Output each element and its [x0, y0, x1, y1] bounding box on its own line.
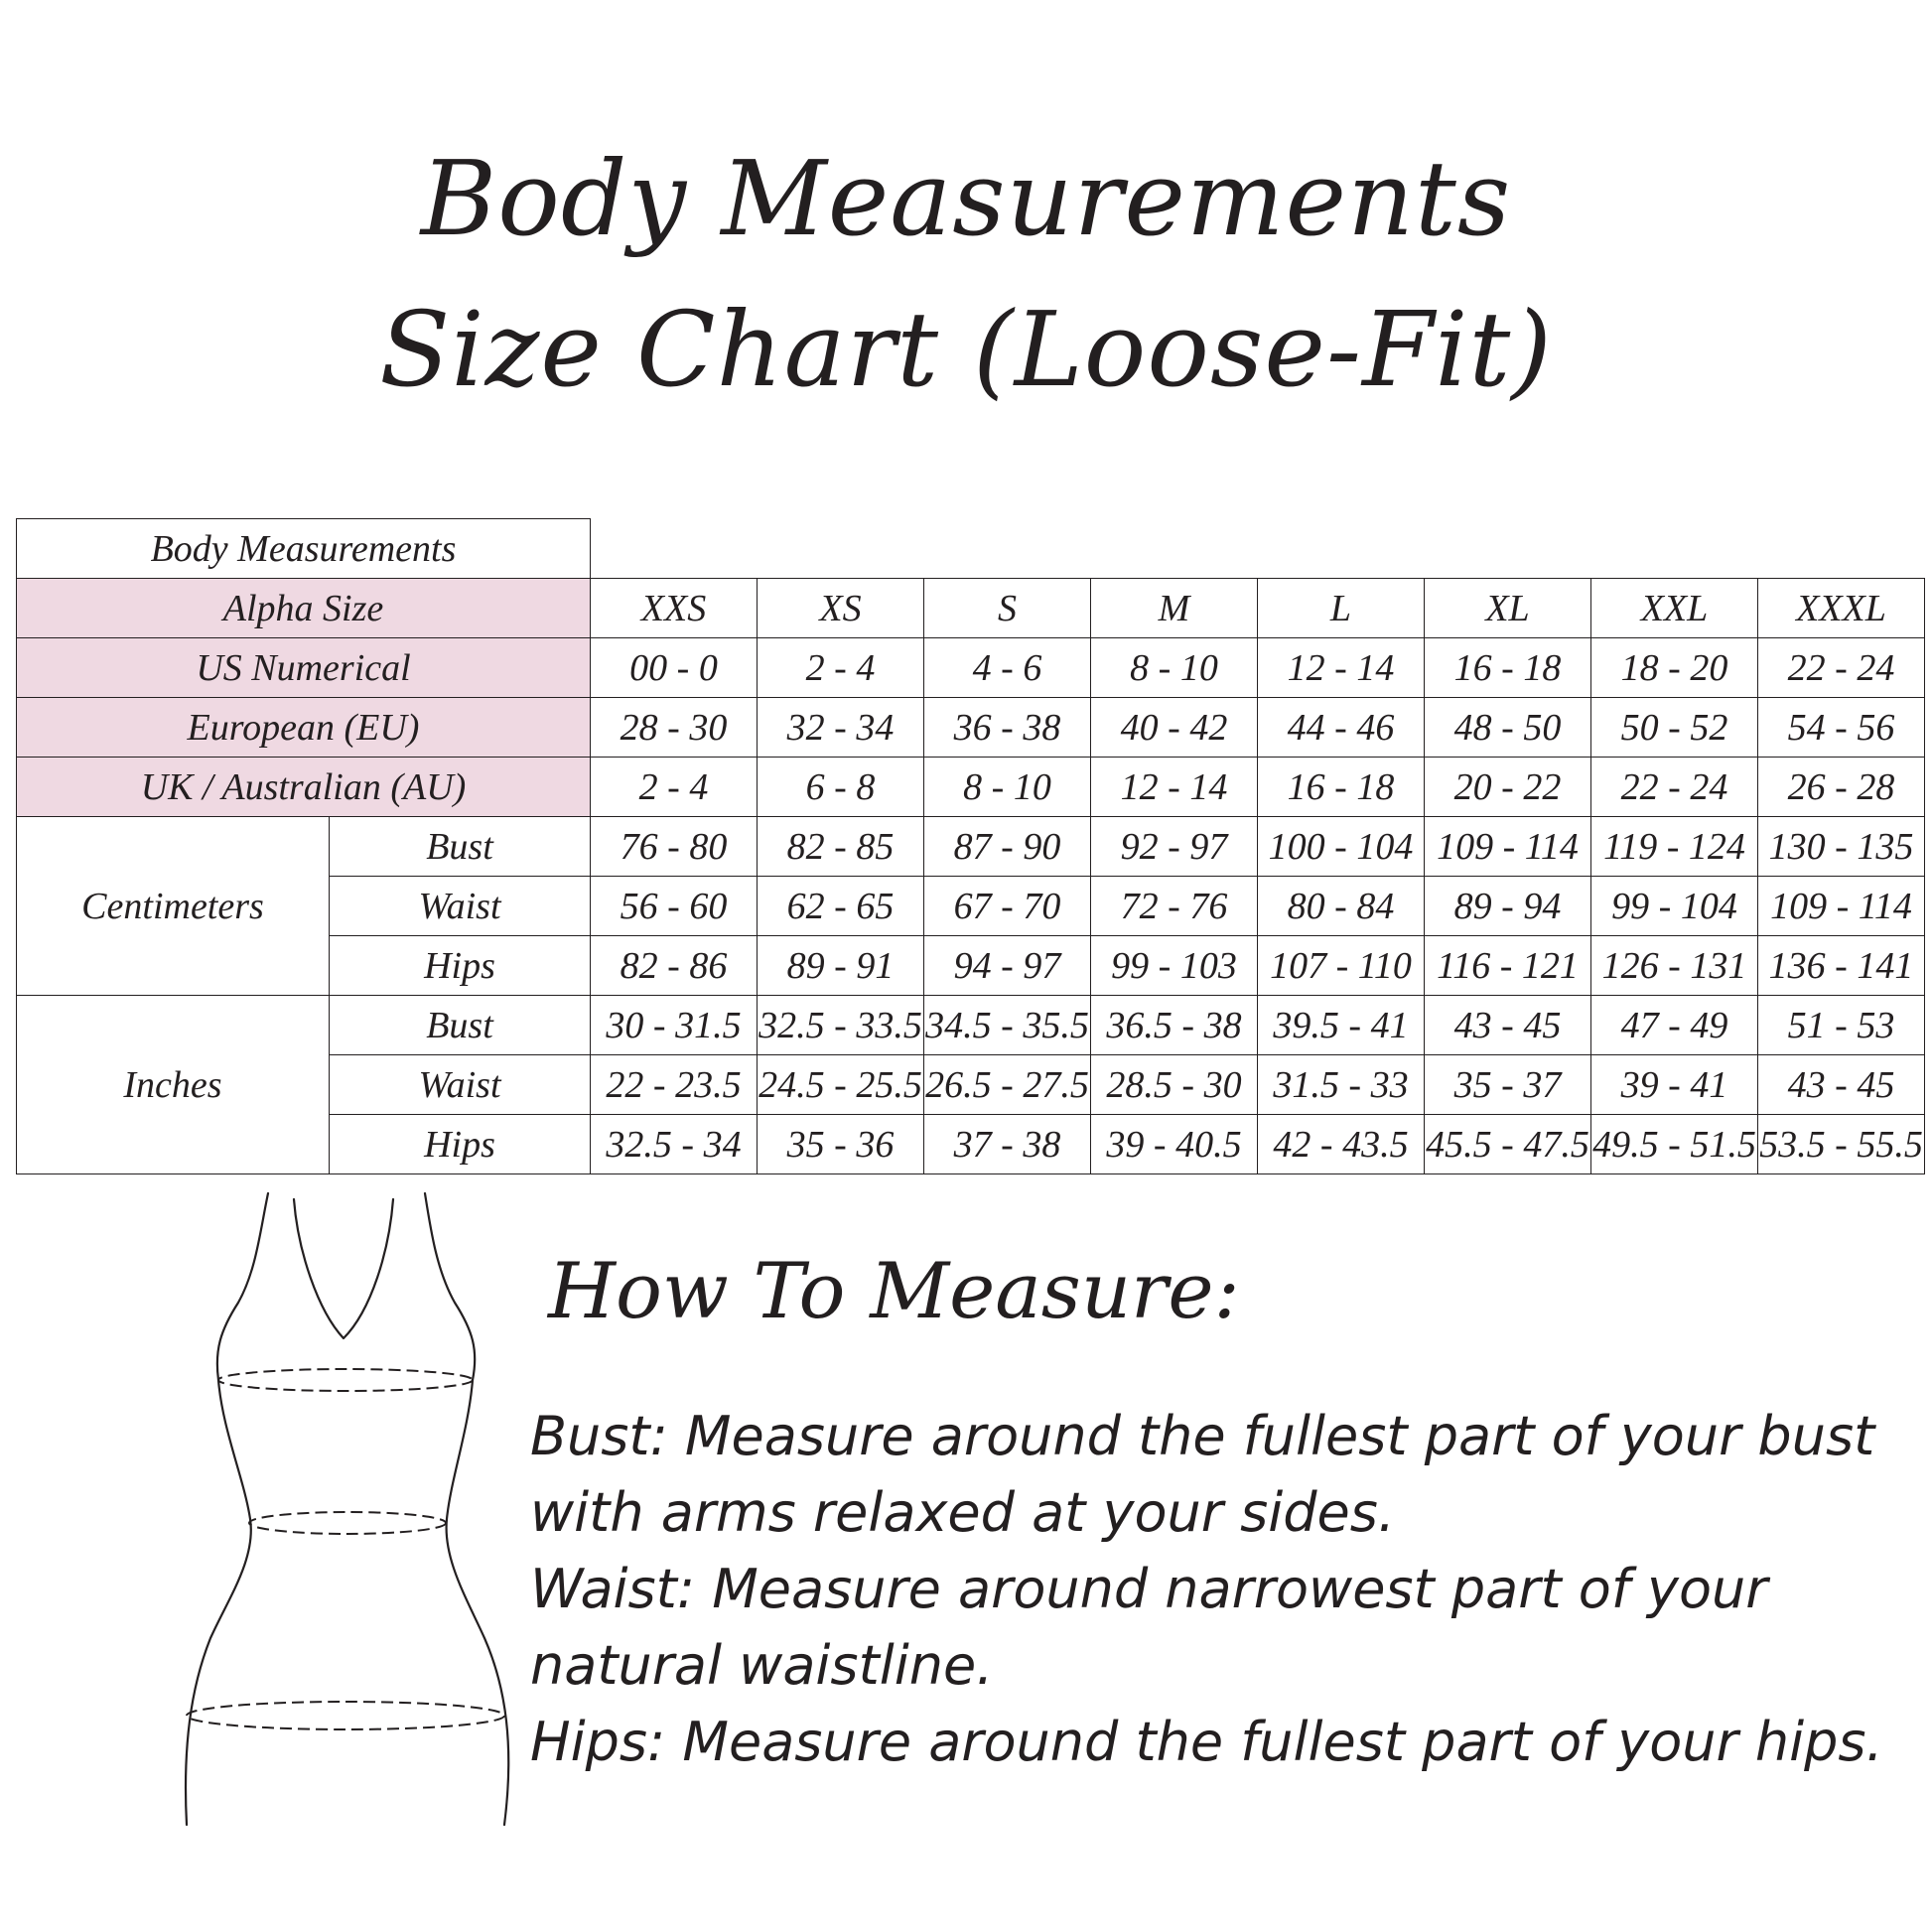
hips-instruction: Hips: Measure around the fullest part of your hips.: [530, 1711, 1883, 1773]
table-cell: 35 - 37: [1425, 1055, 1591, 1115]
table-caption-row: [17, 519, 1925, 579]
table-caption: Body Measurements: [17, 519, 591, 579]
table-cell: 62 - 65: [758, 877, 924, 936]
table-cell: 136 - 141: [1758, 936, 1925, 996]
table-cell: 18 - 20: [1591, 638, 1758, 698]
table-cell: 116 - 121: [1425, 936, 1591, 996]
table-cell: 109 - 114: [1425, 817, 1591, 877]
table-cell: 67 - 70: [924, 877, 1091, 936]
table-cell: 4 - 6: [924, 638, 1091, 698]
table-cell: 16 - 18: [1425, 638, 1591, 698]
table-cell: 34.5 - 35.5: [924, 996, 1091, 1055]
table-cell: 92 - 97: [1091, 817, 1258, 877]
table-cell: 94 - 97: [924, 936, 1091, 996]
table-cell: 100 - 104: [1258, 817, 1425, 877]
table-cell: 44 - 46: [1258, 698, 1425, 758]
table-cell: 8 - 10: [1091, 638, 1258, 698]
table-cell: 87 - 90: [924, 817, 1091, 877]
table-cell: 32 - 34: [758, 698, 924, 758]
table-cell: 126 - 131: [1591, 936, 1758, 996]
table-cell: XXXL: [1758, 579, 1925, 638]
table-cell: L: [1258, 579, 1425, 638]
table-cell: 16 - 18: [1258, 758, 1425, 817]
table-cell: 2 - 4: [758, 638, 924, 698]
measurement-label: Hips: [330, 936, 591, 996]
unit-group-label: Inches: [17, 996, 330, 1174]
table-cell: 22 - 24: [1591, 758, 1758, 817]
table-cell: 28 - 30: [591, 698, 758, 758]
table-cell: 36 - 38: [924, 698, 1091, 758]
table-cell: 22 - 24: [1758, 638, 1925, 698]
table-cell: 53.5 - 55.5: [1758, 1115, 1925, 1174]
table-cell: 48 - 50: [1425, 698, 1591, 758]
dress-form-outline-icon: [169, 1191, 526, 1827]
table-cell: XS: [758, 579, 924, 638]
table-cell: 24.5 - 25.5: [758, 1055, 924, 1115]
table-cell: 99 - 103: [1091, 936, 1258, 996]
table-row: [17, 579, 1925, 638]
table-cell: 42 - 43.5: [1258, 1115, 1425, 1174]
table-cell: 80 - 84: [1258, 877, 1425, 936]
table-cell: 12 - 14: [1091, 758, 1258, 817]
table-cell: 45.5 - 47.5: [1425, 1115, 1591, 1174]
measurement-label: Bust: [330, 817, 591, 877]
table-cell: 39 - 41: [1591, 1055, 1758, 1115]
table-cell: 2 - 4: [591, 758, 758, 817]
table-cell: 39 - 40.5: [1091, 1115, 1258, 1174]
size-chart-table: [16, 518, 1925, 1174]
table-row: [17, 698, 1925, 758]
table-cell: 12 - 14: [1258, 638, 1425, 698]
table-cell: 72 - 76: [1091, 877, 1258, 936]
table-row: [17, 817, 1925, 877]
table-cell: 8 - 10: [924, 758, 1091, 817]
table-cell: 76 - 80: [591, 817, 758, 877]
table-cell: 26 - 28: [1758, 758, 1925, 817]
table-row: [17, 758, 1925, 817]
table-cell: XXL: [1591, 579, 1758, 638]
bust-instruction: Bust: Measure around the fullest part of your bust with arms relaxed at your sides.: [530, 1405, 1875, 1544]
table-cell: 37 - 38: [924, 1115, 1091, 1174]
table-cell: 89 - 94: [1425, 877, 1591, 936]
table-cell: 39.5 - 41: [1258, 996, 1425, 1055]
table-cell: 26.5 - 27.5: [924, 1055, 1091, 1115]
table-cell: 109 - 114: [1758, 877, 1925, 936]
table-cell: 36.5 - 38: [1091, 996, 1258, 1055]
table-cell: 99 - 104: [1591, 877, 1758, 936]
table-cell: 49.5 - 51.5: [1591, 1115, 1758, 1174]
table-cell: XL: [1425, 579, 1591, 638]
table-cell: 22 - 23.5: [591, 1055, 758, 1115]
table-cell: 82 - 86: [591, 936, 758, 996]
measurement-label: Hips: [330, 1115, 591, 1174]
unit-group-label: Centimeters: [17, 817, 330, 996]
table-cell: 31.5 - 33: [1258, 1055, 1425, 1115]
table-cell: 50 - 52: [1591, 698, 1758, 758]
table-cell: 32.5 - 34: [591, 1115, 758, 1174]
table-cell: S: [924, 579, 1091, 638]
waist-instruction: Waist: Measure around narrowest part of your natural waistline.: [530, 1558, 1768, 1697]
table-cell: 32.5 - 33.5: [758, 996, 924, 1055]
measurement-label: Bust: [330, 996, 591, 1055]
table-cell: 89 - 91: [758, 936, 924, 996]
table-cell: 20 - 22: [1425, 758, 1591, 817]
table-cell: 35 - 36: [758, 1115, 924, 1174]
table-cell: 107 - 110: [1258, 936, 1425, 996]
measure-instructions: [530, 1398, 1920, 1780]
table-cell: 82 - 85: [758, 817, 924, 877]
table-cell: 51 - 53: [1758, 996, 1925, 1055]
table-cell: 43 - 45: [1758, 1055, 1925, 1115]
row-label: UK / Australian (AU): [17, 758, 591, 817]
table-cell: 30 - 31.5: [591, 996, 758, 1055]
table-cell: 43 - 45: [1425, 996, 1591, 1055]
page-title-line-2: Size Chart (Loose-Fit): [379, 289, 1553, 410]
size-chart-body: [17, 519, 1925, 1174]
table-cell: 40 - 42: [1091, 698, 1258, 758]
row-label: Alpha Size: [17, 579, 591, 638]
table-cell: XXS: [591, 579, 758, 638]
table-cell: 28.5 - 30: [1091, 1055, 1258, 1115]
measurement-label: Waist: [330, 877, 591, 936]
table-row: [17, 996, 1925, 1055]
table-caption-spacer: [591, 519, 1925, 579]
table-cell: 47 - 49: [1591, 996, 1758, 1055]
table-cell: 00 - 0: [591, 638, 758, 698]
table-cell: 56 - 60: [591, 877, 758, 936]
table-cell: M: [1091, 579, 1258, 638]
how-to-measure-title: How To Measure:: [548, 1247, 1240, 1336]
table-cell: 130 - 135: [1758, 817, 1925, 877]
table-cell: 119 - 124: [1591, 817, 1758, 877]
page-title-line-1: Body Measurements: [420, 138, 1512, 259]
row-label: European (EU): [17, 698, 591, 758]
table-row: [17, 638, 1925, 698]
table-cell: 6 - 8: [758, 758, 924, 817]
measurement-label: Waist: [330, 1055, 591, 1115]
table-cell: 54 - 56: [1758, 698, 1925, 758]
row-label: US Numerical: [17, 638, 591, 698]
